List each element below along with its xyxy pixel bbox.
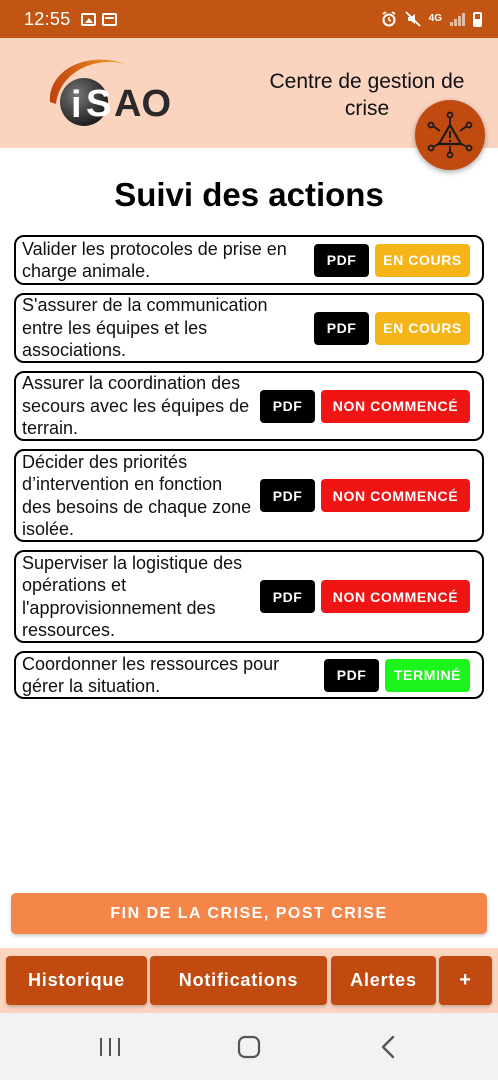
pdf-button[interactable]: PDF <box>260 390 315 423</box>
action-text: Décider des priorités d’intervention en fonction des besoins de chaque zone isolée. <box>22 451 252 539</box>
crisis-alert-fab[interactable] <box>415 100 485 170</box>
gallery-notification-icon <box>81 13 96 26</box>
action-card <box>14 293 484 363</box>
pdf-button[interactable]: PDF <box>260 479 315 512</box>
status-time: 12:55 <box>24 8 71 29</box>
page-title: Suivi des actions <box>114 176 384 213</box>
pdf-button[interactable]: PDF <box>314 312 369 345</box>
home-icon <box>236 1034 262 1060</box>
status-badge: NON COMMENCÉ <box>321 479 470 512</box>
tab-history[interactable]: Historique <box>6 956 147 1005</box>
mute-icon <box>405 11 421 27</box>
svg-text:S: S <box>86 83 112 125</box>
signal-icon <box>450 12 465 26</box>
home-button[interactable] <box>229 1031 269 1063</box>
status-badge: NON COMMENCÉ <box>321 580 470 613</box>
action-text: Assurer la coordination des secours avec les équipes de terrain. <box>22 373 250 439</box>
recent-apps-button[interactable] <box>90 1031 130 1063</box>
status-bar <box>0 0 498 38</box>
alert-network-icon <box>425 110 475 160</box>
action-card <box>14 550 484 643</box>
action-text: Coordonner les ressources pour gérer la situation. <box>22 653 280 696</box>
status-badge: TERMINÉ <box>385 659 470 692</box>
status-badge: EN COURS <box>375 244 470 277</box>
calendar-notification-icon <box>102 13 117 26</box>
action-text: Superviser la logistique des opérations et l'approvisionnement des ressources. <box>22 552 243 640</box>
header-title: Centre de gestion de crise <box>269 70 465 120</box>
back-icon <box>378 1034 398 1060</box>
action-card <box>14 651 484 699</box>
back-button[interactable] <box>368 1031 408 1063</box>
tab-alerts[interactable]: Alertes <box>331 956 436 1005</box>
pdf-button[interactable]: PDF <box>324 659 379 692</box>
pdf-button[interactable]: PDF <box>260 580 315 613</box>
tab-more[interactable]: + <box>439 956 492 1005</box>
action-list <box>14 235 484 707</box>
system-nav-bar <box>0 1013 498 1080</box>
network-type: 4G <box>428 13 442 24</box>
pdf-button[interactable]: PDF <box>314 244 369 277</box>
svg-text:i: i <box>71 84 82 126</box>
isao-logo <box>44 52 194 132</box>
action-text: Valider les protocoles de prise en charge animale. <box>22 238 287 281</box>
battery-icon <box>473 12 482 27</box>
action-card <box>14 449 484 542</box>
tab-notifications[interactable]: Notifications <box>150 956 327 1005</box>
recent-apps-icon <box>98 1036 122 1058</box>
svg-text:AO: AO <box>114 83 171 125</box>
action-card <box>14 235 484 285</box>
end-crisis-button[interactable]: FIN DE LA CRISE, POST CRISE <box>11 893 487 934</box>
bottom-tab-bar <box>0 948 498 1013</box>
status-badge: NON COMMENCÉ <box>321 390 470 423</box>
alarm-icon <box>381 11 397 27</box>
action-card <box>14 371 484 441</box>
status-badge: EN COURS <box>375 312 470 345</box>
action-text: S'assurer de la communication entre les équipes et les associations. <box>22 295 268 361</box>
